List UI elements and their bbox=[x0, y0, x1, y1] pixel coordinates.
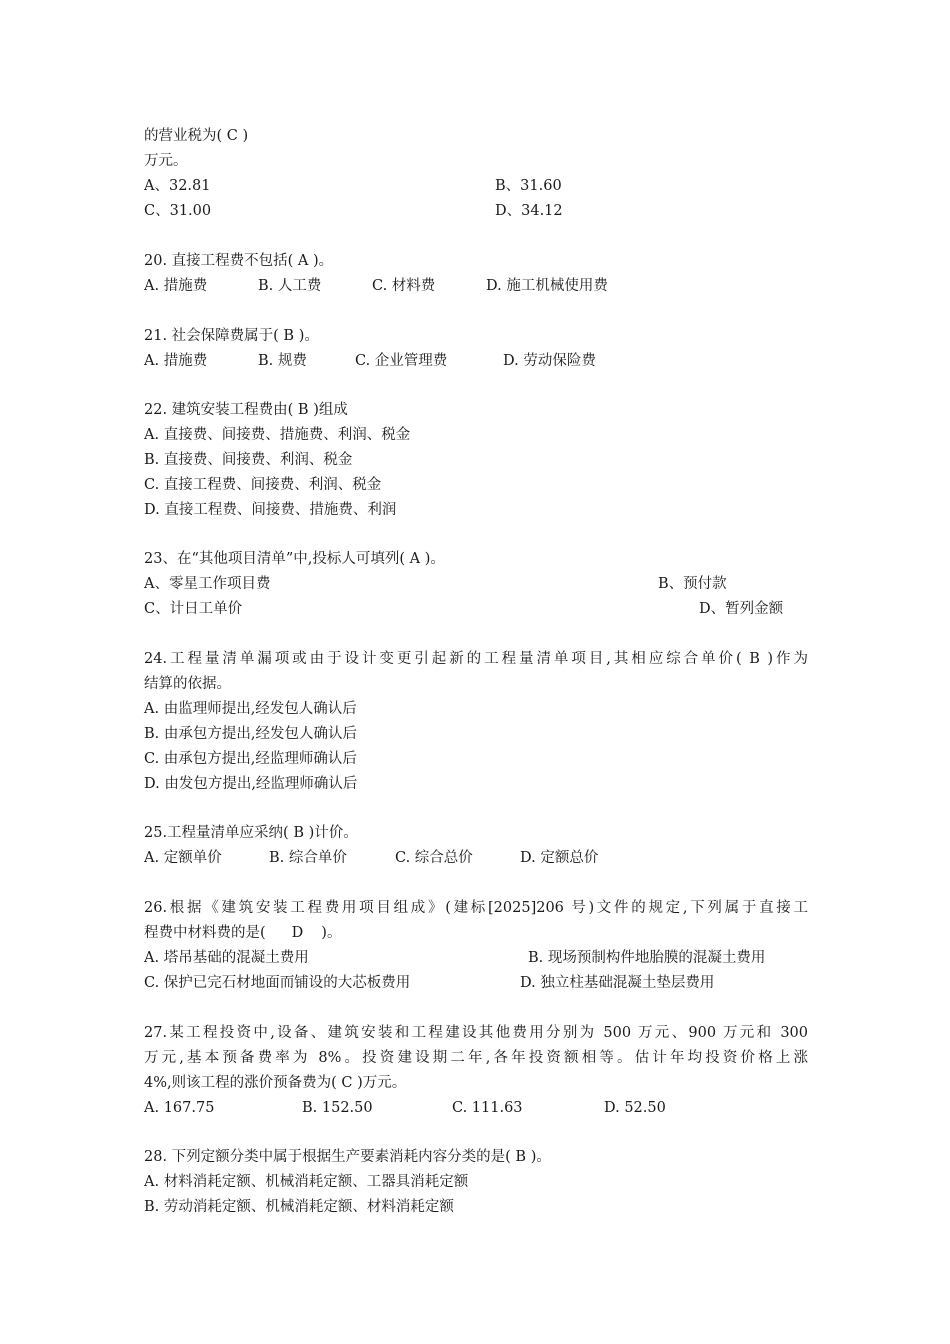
q20-option-d: D. 施工机械使用费 bbox=[486, 278, 608, 294]
q27-option-a: A. 167.75 bbox=[144, 1100, 215, 1116]
q20-options bbox=[144, 276, 808, 296]
q21-option-b: B. 规费 bbox=[258, 353, 307, 369]
q26-option-d: D. 独立柱基础混凝土垫层费用 bbox=[520, 975, 715, 991]
q25-option-a: A. 定额单价 bbox=[144, 850, 222, 866]
q21-stem: 21. 社会保障费属于( B )。 bbox=[144, 328, 319, 344]
q26-option-c: C. 保护已完石材地面而铺设的大芯板费用 bbox=[144, 975, 411, 991]
q19-option-d: D、34.12 bbox=[495, 203, 563, 219]
q27-option-c: C. 111.63 bbox=[452, 1100, 523, 1116]
q26-option-a: A. 塔吊基础的混凝土费用 bbox=[144, 950, 309, 966]
q25-option-b: B. 综合单价 bbox=[269, 850, 347, 866]
q24-stem-line1: 24.工程量清单漏项或由于设计变更引起新的工程量清单项目,其相应综合单价( B )作为 bbox=[144, 651, 808, 667]
q27-stem-line1: 27.某工程投资中,设备、建筑安装和工程建设其他费用分别为 500 万元、900 万元和 300 bbox=[144, 1025, 808, 1041]
q28-option-a: A. 材料消耗定额、机械消耗定额、工器具消耗定额 bbox=[144, 1174, 469, 1190]
q20-option-b: B. 人工费 bbox=[258, 278, 322, 294]
q27-stem-line3: 4%,则该工程的涨价预备费为( C )万元。 bbox=[144, 1075, 407, 1091]
q20-option-c: C. 材料费 bbox=[372, 278, 436, 294]
q25-option-c: C. 综合总价 bbox=[395, 850, 473, 866]
q26-options-row1 bbox=[144, 948, 808, 968]
q24-option-c: C. 由承包方提出,经监理师确认后 bbox=[144, 751, 357, 767]
q22-stem: 22. 建筑安装工程费由( B )组成 bbox=[144, 402, 348, 418]
q28-option-b: B. 劳动消耗定额、机械消耗定额、材料消耗定额 bbox=[144, 1199, 454, 1215]
q24-option-b: B. 由承包方提出,经发包人确认后 bbox=[144, 726, 357, 742]
q27-option-d: D. 52.50 bbox=[604, 1100, 666, 1116]
q23-option-a: A、零星工作项目费 bbox=[144, 576, 271, 592]
q21-options bbox=[144, 351, 808, 371]
q27-options bbox=[144, 1098, 808, 1118]
q23-option-c: C、计日工单价 bbox=[144, 601, 243, 617]
q22-option-a: A. 直接费、间接费、措施费、利润、税金 bbox=[144, 427, 411, 443]
q26-answer: D bbox=[291, 925, 304, 941]
q26-option-b: B. 现场预制构件地胎膜的混凝土费用 bbox=[528, 950, 766, 966]
q22-option-c: C. 直接工程费、间接费、利润、税金 bbox=[144, 477, 382, 493]
q25-option-d: D. 定额总价 bbox=[520, 850, 599, 866]
q23-option-d: D、暂列金额 bbox=[699, 601, 784, 617]
q27-option-b: B. 152.50 bbox=[302, 1100, 373, 1116]
q24-option-a: A. 由监理师提出,经发包人确认后 bbox=[144, 701, 357, 717]
q21-option-d: D. 劳动保险费 bbox=[503, 353, 596, 369]
q21-option-a: A. 措施费 bbox=[144, 353, 208, 369]
q22-option-d: D. 直接工程费、间接费、措施费、利润 bbox=[144, 502, 397, 518]
q19-options-row1 bbox=[144, 176, 808, 196]
q23-options-row1 bbox=[144, 574, 808, 594]
q26-options-row2 bbox=[144, 973, 808, 993]
q21-option-c: C. 企业管理费 bbox=[355, 353, 448, 369]
q28-stem: 28. 下列定额分类中属于根据生产要素消耗内容分类的是( B )。 bbox=[144, 1149, 551, 1165]
q19-option-b: B、31.60 bbox=[495, 178, 562, 194]
q19-stem-line1: 的营业税为( C ) bbox=[144, 128, 249, 144]
q24-stem-line2: 结算的依据。 bbox=[144, 676, 231, 692]
q19-stem-line2: 万元。 bbox=[144, 153, 188, 169]
q25-stem: 25.工程量清单应采纳( B )计价。 bbox=[144, 825, 358, 841]
q19-option-a: A、32.81 bbox=[144, 178, 211, 194]
q24-option-d: D. 由发包方提出,经监理师确认后 bbox=[144, 776, 358, 792]
q26-stem-line1: 26.根据《建筑安装工程费用项目组成》(建标[2025]206 号)文件的规定,下列属于直接工 bbox=[144, 900, 808, 916]
q27-stem-line2: 万元,基本预备费率为 8%。投资建设期二年,各年投资额相等。估计年均投资价格上涨 bbox=[144, 1050, 808, 1066]
q23-options-row2 bbox=[144, 599, 808, 619]
q23-option-b: B、预付款 bbox=[658, 576, 727, 592]
q25-options bbox=[144, 848, 808, 868]
q20-stem: 20. 直接工程费不包括( A )。 bbox=[144, 253, 334, 269]
q23-stem: 23、在“其他项目清单”中,投标人可填列( A )。 bbox=[144, 551, 445, 567]
q22-option-b: B. 直接费、间接费、利润、税金 bbox=[144, 452, 353, 468]
q19-option-c: C、31.00 bbox=[144, 203, 212, 219]
q26-stem-line2: 程费中材料费的是( D )。 bbox=[144, 925, 342, 941]
q20-option-a: A. 措施费 bbox=[144, 278, 208, 294]
q19-options-row2 bbox=[144, 201, 808, 221]
